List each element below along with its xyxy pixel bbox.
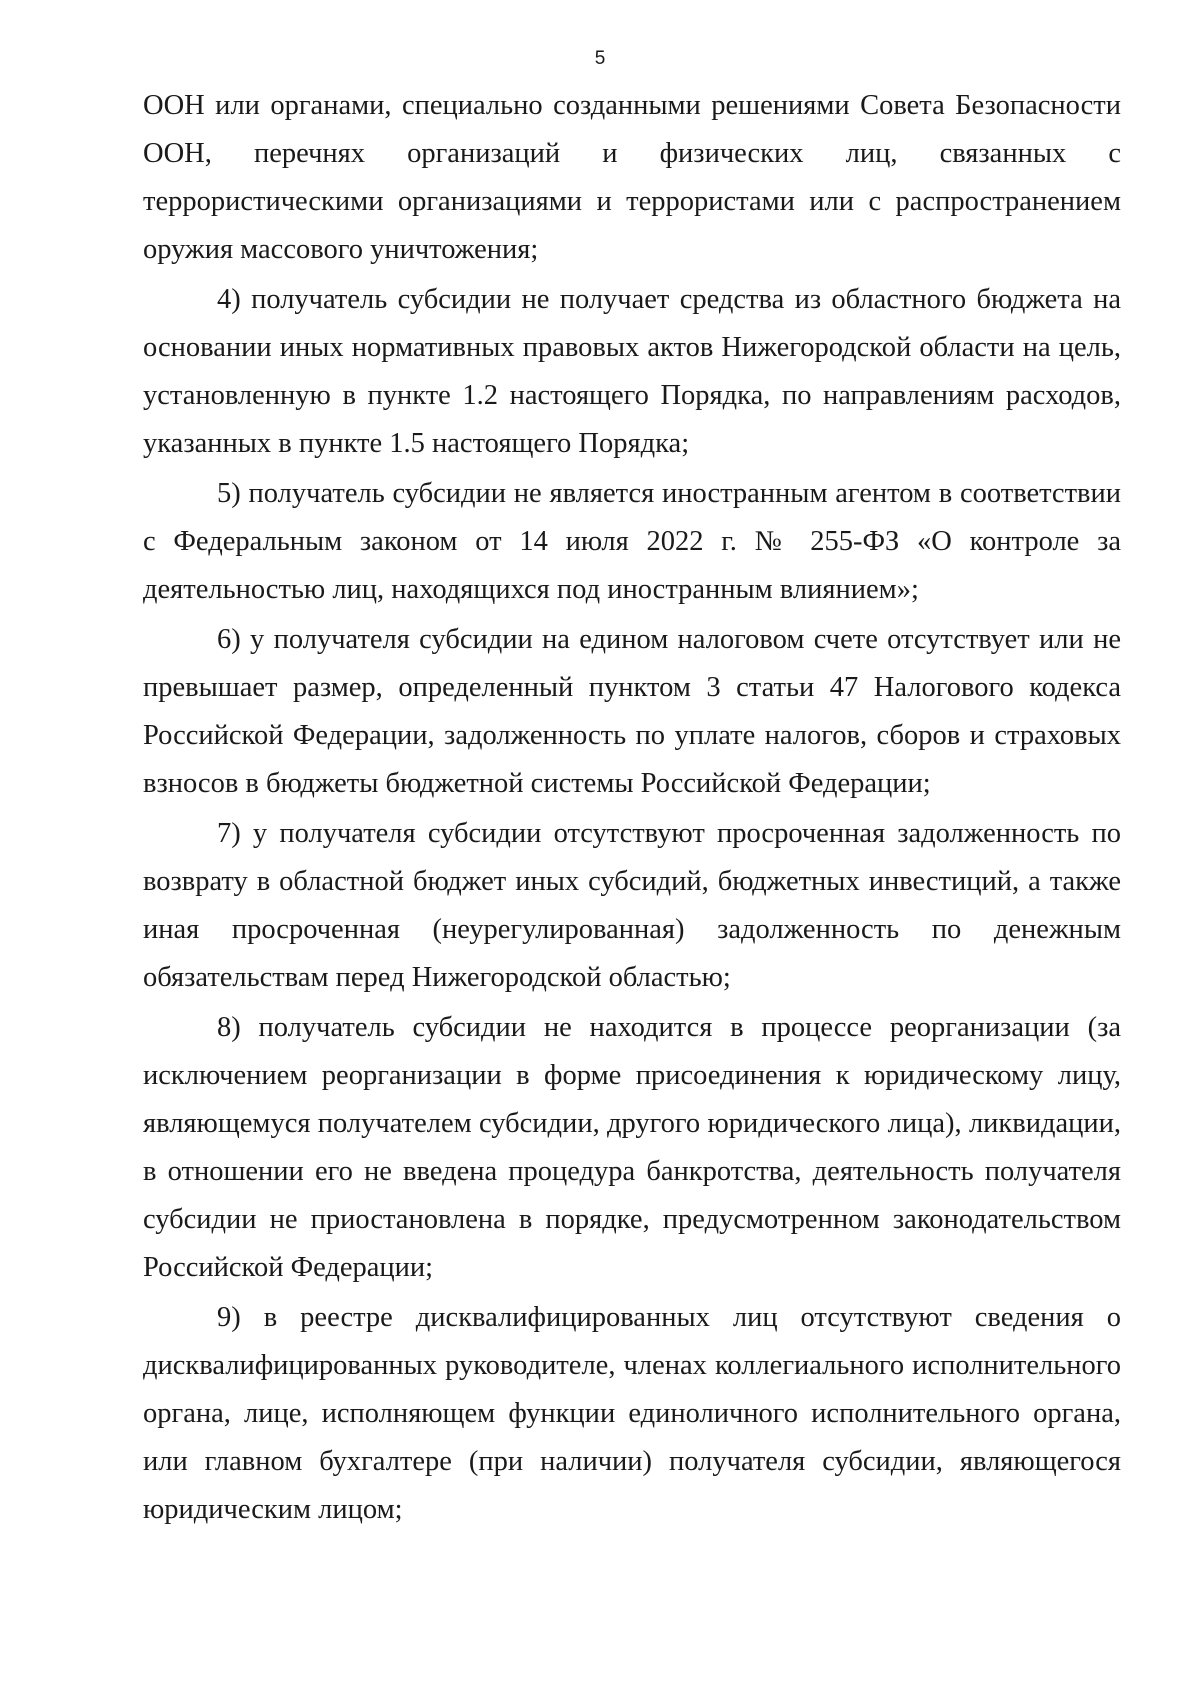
paragraph-continuation: ООН или органами, специально созданными решениями Совета Безопасности ООН, перечнях организаций и физических лиц, связанных с террористическими организациями и террористами или с распространением оружия массового уничтожения; — [143, 90, 1121, 265]
document-body — [143, 82, 1121, 1536]
paragraph-item-4: 4) получатель субсидии не получает средства из областного бюджета на основании иных нормативных правовых актов Нижегородской области на цель, установленную в пункте 1.2 настоящего Порядка, по направлениям расходов, указанных в пункте 1.5 настоящего Порядка; — [143, 284, 1121, 459]
paragraph-item-9: 9) в реестре дисквалифицированных лиц отсутствуют сведения о дисквалифицированных руководителе, членах коллегиального исполнительного органа, лице, исполняющем функции единоличного исполнительного органа, или главном бухгалтере (при наличии) получателя субсидии, являющегося юридическим лицом; — [143, 1302, 1121, 1525]
paragraph-item-7: 7) у получателя субсидии отсутствуют просроченная задолженность по возврату в областной бюджет иных субсидий, бюджетных инвестиций, а также иная просроченная (неурегулированная) задолженность по денежным обязательствам перед Нижегородской областью; — [143, 818, 1121, 993]
page-number: 5 — [594, 48, 606, 69]
paragraph-item-8: 8) получатель субсидии не находится в процессе реорганизации (за исключением реорганизации в форме присоединения к юридическому лицу, являющемуся получателем субсидии, другого юридического лица), ликвидации, в отношении его не введена процедура банкротства, деятельность получателя субсидии не приостановлена в порядке, предусмотренном законодательством Российской Федерации; — [143, 1012, 1121, 1283]
paragraph-item-5: 5) получатель субсидии не является иностранным агентом в соответствии с Федеральным законом от 14 июля 2022 г. № 255-ФЗ «О контроле за деятельностью лиц, находящихся под иностранным влиянием»; — [143, 478, 1121, 605]
paragraph-item-6: 6) у получателя субсидии на едином налоговом счете отсутствует или не превышает размер, определенный пунктом 3 статьи 47 Налогового кодекса Российской Федерации, задолженность по уплате налогов, сборов и страховых взносов в бюджеты бюджетной системы Российской Федерации; — [143, 624, 1121, 799]
